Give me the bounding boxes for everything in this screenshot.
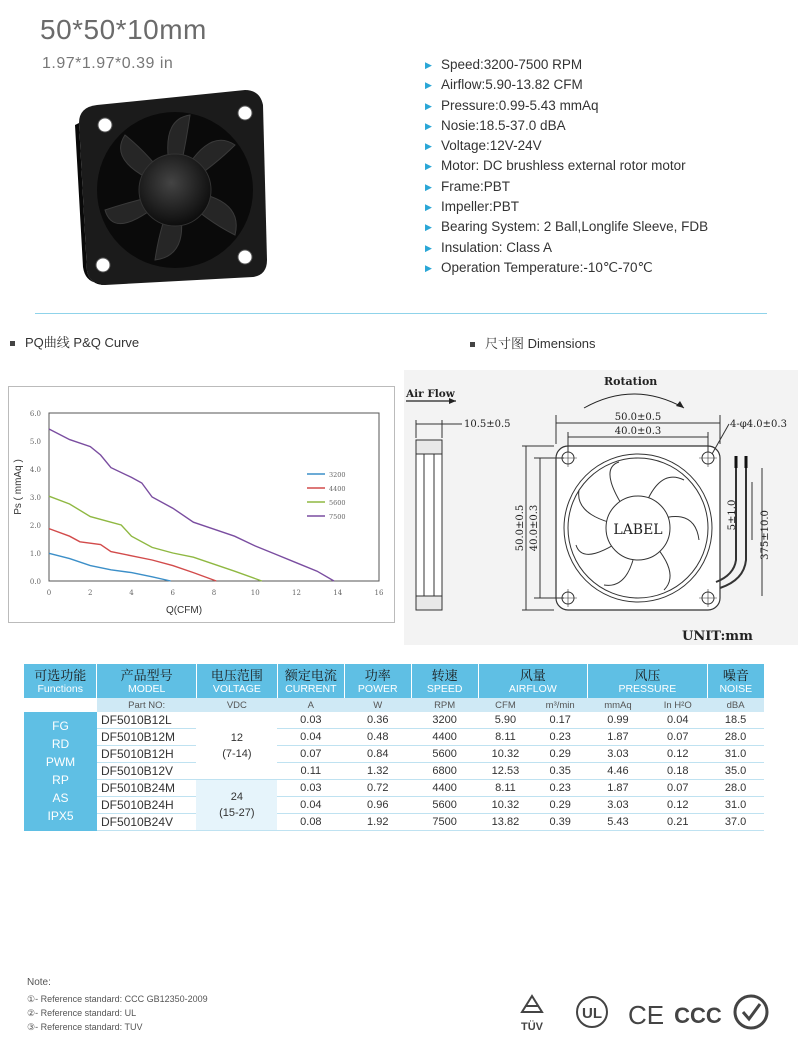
notes-block: [27, 976, 208, 1034]
y-axis-label: Ps ( mmAq ): [13, 459, 24, 515]
section-divider: [35, 313, 767, 314]
unit-cell: Part NO:: [97, 698, 196, 712]
spec-list: [425, 55, 708, 278]
value-cell: 0.21: [648, 814, 707, 831]
dimension-drawing-svg: [404, 370, 798, 645]
spec-item: ▶ Nosie:18.5-37.0 dBA: [425, 116, 708, 136]
value-cell: 1.32: [344, 763, 411, 780]
value-cell: 0.96: [344, 797, 411, 814]
inner-height-dimension: 40.0±0.3: [529, 504, 540, 552]
thickness-dimension: 10.5±0.5: [464, 419, 511, 430]
value-cell: 0.29: [533, 797, 588, 814]
y-tick-label: 4.0: [29, 466, 41, 474]
header-functions: 可选功能 Functions: [24, 664, 97, 698]
value-cell: 0.07: [277, 746, 344, 763]
notes-title: Note:: [27, 977, 51, 988]
ul-logo-icon: [577, 997, 607, 1027]
table-row: [24, 797, 764, 814]
series-line-5600: [49, 496, 262, 581]
model-cell: DF5010B24H: [97, 797, 196, 814]
hole-dimension: 4-φ4.0±0.3: [730, 419, 787, 430]
bullet-arrow-icon: ▶: [425, 222, 432, 233]
model-cell: DF5010B12M: [97, 729, 196, 746]
dimensions-section-heading: 尺寸图 Dimensions: [470, 333, 596, 352]
series-line-7500: [49, 429, 334, 581]
unit-cell: m³/min: [533, 698, 588, 712]
spec-item: ▶ Motor: DC brushless external rotor motor: [425, 156, 708, 176]
value-cell: 5600: [411, 797, 478, 814]
value-cell: 35.0: [707, 763, 764, 780]
value-cell: 3.03: [588, 797, 649, 814]
x-tick-label: 8: [211, 589, 217, 597]
page-title: 50*50*10mm: [40, 14, 207, 45]
y-tick-label: 6.0: [29, 410, 41, 418]
value-cell: 18.5: [707, 712, 764, 729]
value-cell: 0.03: [277, 780, 344, 797]
value-cell: 0.29: [533, 746, 588, 763]
bullet-arrow-icon: ▶: [425, 60, 432, 70]
outer-width-dimension: 50.0±0.5: [614, 412, 662, 423]
value-cell: 7500: [411, 814, 478, 831]
x-tick-label: 16: [374, 589, 384, 597]
legend-label: 4400: [329, 485, 346, 493]
value-cell: 1.87: [588, 729, 649, 746]
x-tick-label: 2: [88, 589, 93, 597]
legend-label: 5600: [329, 499, 346, 507]
spec-item: ▶ Pressure:0.99-5.43 mmAq: [425, 96, 708, 116]
pq-chart-frame: [8, 386, 395, 623]
value-cell: 0.12: [648, 797, 707, 814]
dimension-drawing: [404, 370, 798, 645]
value-cell: 0.17: [533, 712, 588, 729]
value-cell: 0.99: [588, 712, 649, 729]
spec-table-wrap: [24, 664, 764, 831]
pq-section-heading: PQ曲线 P&Q Curve: [10, 332, 139, 351]
y-tick-label: 3.0: [29, 494, 41, 502]
table-header-row: [24, 664, 764, 698]
ce-logo-icon: [628, 1000, 664, 1030]
header-noise: 噪音 NOISE: [707, 664, 764, 698]
value-cell: 0.39: [533, 814, 588, 831]
series-line-3200: [49, 553, 171, 581]
bullet-arrow-icon: ▶: [425, 242, 432, 253]
pq-chart: [9, 387, 394, 622]
model-cell: DF5010B12H: [97, 746, 196, 763]
unit-cell: W: [344, 698, 411, 712]
x-tick-label: 6: [170, 589, 175, 597]
value-cell: 0.35: [533, 763, 588, 780]
y-tick-label: 0.0: [29, 578, 41, 586]
svg-text:CCC: CCC: [674, 1003, 722, 1028]
page-subtitle: 1.97*1.97*0.39 in: [42, 55, 174, 72]
header-airflow: 风量 AIRFLOW: [478, 664, 587, 698]
legend-label: 3200: [329, 471, 346, 479]
functions-cell: [24, 712, 97, 831]
model-cell: DF5010B12V: [97, 763, 196, 780]
table-row: [24, 746, 764, 763]
function-item: PWM: [45, 755, 76, 770]
value-cell: 37.0: [707, 814, 764, 831]
spec-table: [24, 664, 764, 831]
table-unit-row: [24, 698, 764, 712]
model-cell: DF5010B12L: [97, 712, 196, 729]
spec-item: ▶ Frame:PBT: [425, 177, 708, 197]
unit-label: UNIT:mm: [682, 629, 753, 644]
outer-height-dimension: 50.0±0.5: [515, 504, 526, 552]
bullet-arrow-icon: ▶: [425, 262, 432, 273]
tuv-logo-icon: [521, 996, 544, 1033]
header-voltage: 电压范围 VOLTAGE: [196, 664, 277, 698]
function-item: AS: [52, 791, 69, 806]
value-cell: 31.0: [707, 746, 764, 763]
header-pressure: 风压 PRESSURE: [588, 664, 708, 698]
unit-cell: VDC: [196, 698, 277, 712]
y-tick-label: 1.0: [29, 550, 41, 558]
value-cell: 0.12: [648, 746, 707, 763]
value-cell: 0.84: [344, 746, 411, 763]
value-cell: 0.07: [648, 780, 707, 797]
value-cell: 0.48: [344, 729, 411, 746]
value-cell: 8.11: [478, 780, 533, 797]
unit-cell: RPM: [411, 698, 478, 712]
value-cell: 13.82: [478, 814, 533, 831]
value-cell: 0.03: [277, 712, 344, 729]
square-bullet-icon: [10, 341, 15, 346]
table-row: [24, 780, 764, 797]
voltage-cell: 12 (7-14): [196, 712, 277, 780]
air-flow-label: Air Flow: [406, 388, 455, 400]
unit-cell: In H²O: [648, 698, 707, 712]
x-tick-label: 14: [333, 589, 343, 597]
unit-cell: dBA: [707, 698, 764, 712]
value-cell: 0.36: [344, 712, 411, 729]
bullet-arrow-icon: ▶: [425, 202, 432, 213]
table-row: [24, 729, 764, 746]
spec-item: ▶ Insulation: Class A: [425, 238, 708, 258]
value-cell: 3.03: [588, 746, 649, 763]
certification-logos: [520, 990, 780, 1040]
note-item: ③- Reference standard: TUV: [27, 1022, 143, 1032]
value-cell: 12.53: [478, 763, 533, 780]
value-cell: 28.0: [707, 780, 764, 797]
quality-seal-icon: [735, 996, 767, 1028]
x-tick-label: 4: [129, 589, 134, 597]
header-current: 额定电流 CURRENT: [277, 664, 344, 698]
ccc-logo-icon: [674, 1003, 722, 1028]
unit-cell: mmAq: [588, 698, 649, 712]
model-cell: DF5010B24M: [97, 780, 196, 797]
spec-item: ▶ Voltage:12V-24V: [425, 136, 708, 156]
value-cell: 0.08: [277, 814, 344, 831]
value-cell: 10.32: [478, 797, 533, 814]
function-item: RP: [52, 773, 69, 788]
fan-product-image: [75, 85, 275, 290]
value-cell: 28.0: [707, 729, 764, 746]
inner-width-dimension: 40.0±0.3: [614, 426, 662, 437]
function-item: FG: [52, 719, 69, 734]
value-cell: 0.18: [648, 763, 707, 780]
y-tick-label: 5.0: [29, 438, 41, 446]
value-cell: 8.11: [478, 729, 533, 746]
bullet-arrow-icon: ▶: [425, 100, 432, 111]
table-row: [24, 712, 764, 729]
function-item: RD: [51, 737, 70, 752]
value-cell: 0.04: [277, 729, 344, 746]
value-cell: 4400: [411, 729, 478, 746]
y-tick-label: 2.0: [29, 522, 41, 530]
bullet-arrow-icon: ▶: [425, 181, 432, 192]
bullet-arrow-icon: ▶: [425, 80, 432, 91]
value-cell: 31.0: [707, 797, 764, 814]
x-tick-label: 10: [250, 589, 260, 597]
bullet-arrow-icon: ▶: [425, 120, 432, 131]
value-cell: 10.32: [478, 746, 533, 763]
value-cell: 5600: [411, 746, 478, 763]
value-cell: 0.04: [648, 712, 707, 729]
value-cell: 1.92: [344, 814, 411, 831]
wire-gap-dimension: 5±1.0: [727, 499, 738, 531]
value-cell: 1.87: [588, 780, 649, 797]
value-cell: 0.72: [344, 780, 411, 797]
svg-text:CE: CE: [627, 1000, 665, 1030]
bullet-arrow-icon: ▶: [425, 141, 432, 152]
value-cell: 0.23: [533, 780, 588, 797]
voltage-cell: 24 (15-27): [196, 780, 277, 831]
fan-label-text: LABEL: [613, 522, 663, 538]
spec-item: ▶ Bearing System: 2 Ball,Longlife Sleeve, FDB: [425, 217, 708, 237]
header-model: 产品型号 MODEL: [97, 664, 196, 698]
function-item: IPX5: [47, 809, 74, 824]
spec-item: ▶ Speed:3200-7500 RPM: [425, 55, 708, 75]
value-cell: 5.43: [588, 814, 649, 831]
value-cell: 6800: [411, 763, 478, 780]
svg-text:UL: UL: [582, 1005, 602, 1022]
unit-cell: CFM: [478, 698, 533, 712]
x-tick-label: 0: [46, 589, 52, 597]
legend-label: 7500: [329, 513, 346, 521]
note-item: ①- Reference standard: CCC GB12350-2009: [27, 994, 208, 1004]
wire-length-dimension: 375±10.0: [760, 510, 771, 560]
x-tick-label: 12: [292, 589, 301, 597]
value-cell: 4400: [411, 780, 478, 797]
table-row: [24, 814, 764, 831]
value-cell: 3200: [411, 712, 478, 729]
value-cell: 4.46: [588, 763, 649, 780]
value-cell: 5.90: [478, 712, 533, 729]
square-bullet-icon: [470, 342, 475, 347]
value-cell: 0.04: [277, 797, 344, 814]
x-axis-label: Q(CFM): [165, 605, 203, 616]
note-item: ②- Reference standard: UL: [27, 1008, 137, 1018]
spec-item: ▶ Airflow:5.90-13.82 CFM: [425, 75, 708, 95]
header-speed: 转速 SPEED: [411, 664, 478, 698]
value-cell: 0.11: [277, 763, 344, 780]
spec-item: ▶ Impeller:PBT: [425, 197, 708, 217]
plot-area: [49, 413, 379, 581]
spec-item: ▶ Operation Temperature:-10℃-70℃: [425, 258, 708, 278]
rotation-label: Rotation: [604, 375, 658, 388]
unit-cell: A: [277, 698, 344, 712]
value-cell: 0.23: [533, 729, 588, 746]
table-row: [24, 763, 764, 780]
svg-text:TÜV: TÜV: [521, 1021, 543, 1033]
model-cell: DF5010B24V: [97, 814, 196, 831]
bullet-arrow-icon: ▶: [425, 161, 432, 172]
header-power: 功率 POWER: [344, 664, 411, 698]
value-cell: 0.07: [648, 729, 707, 746]
